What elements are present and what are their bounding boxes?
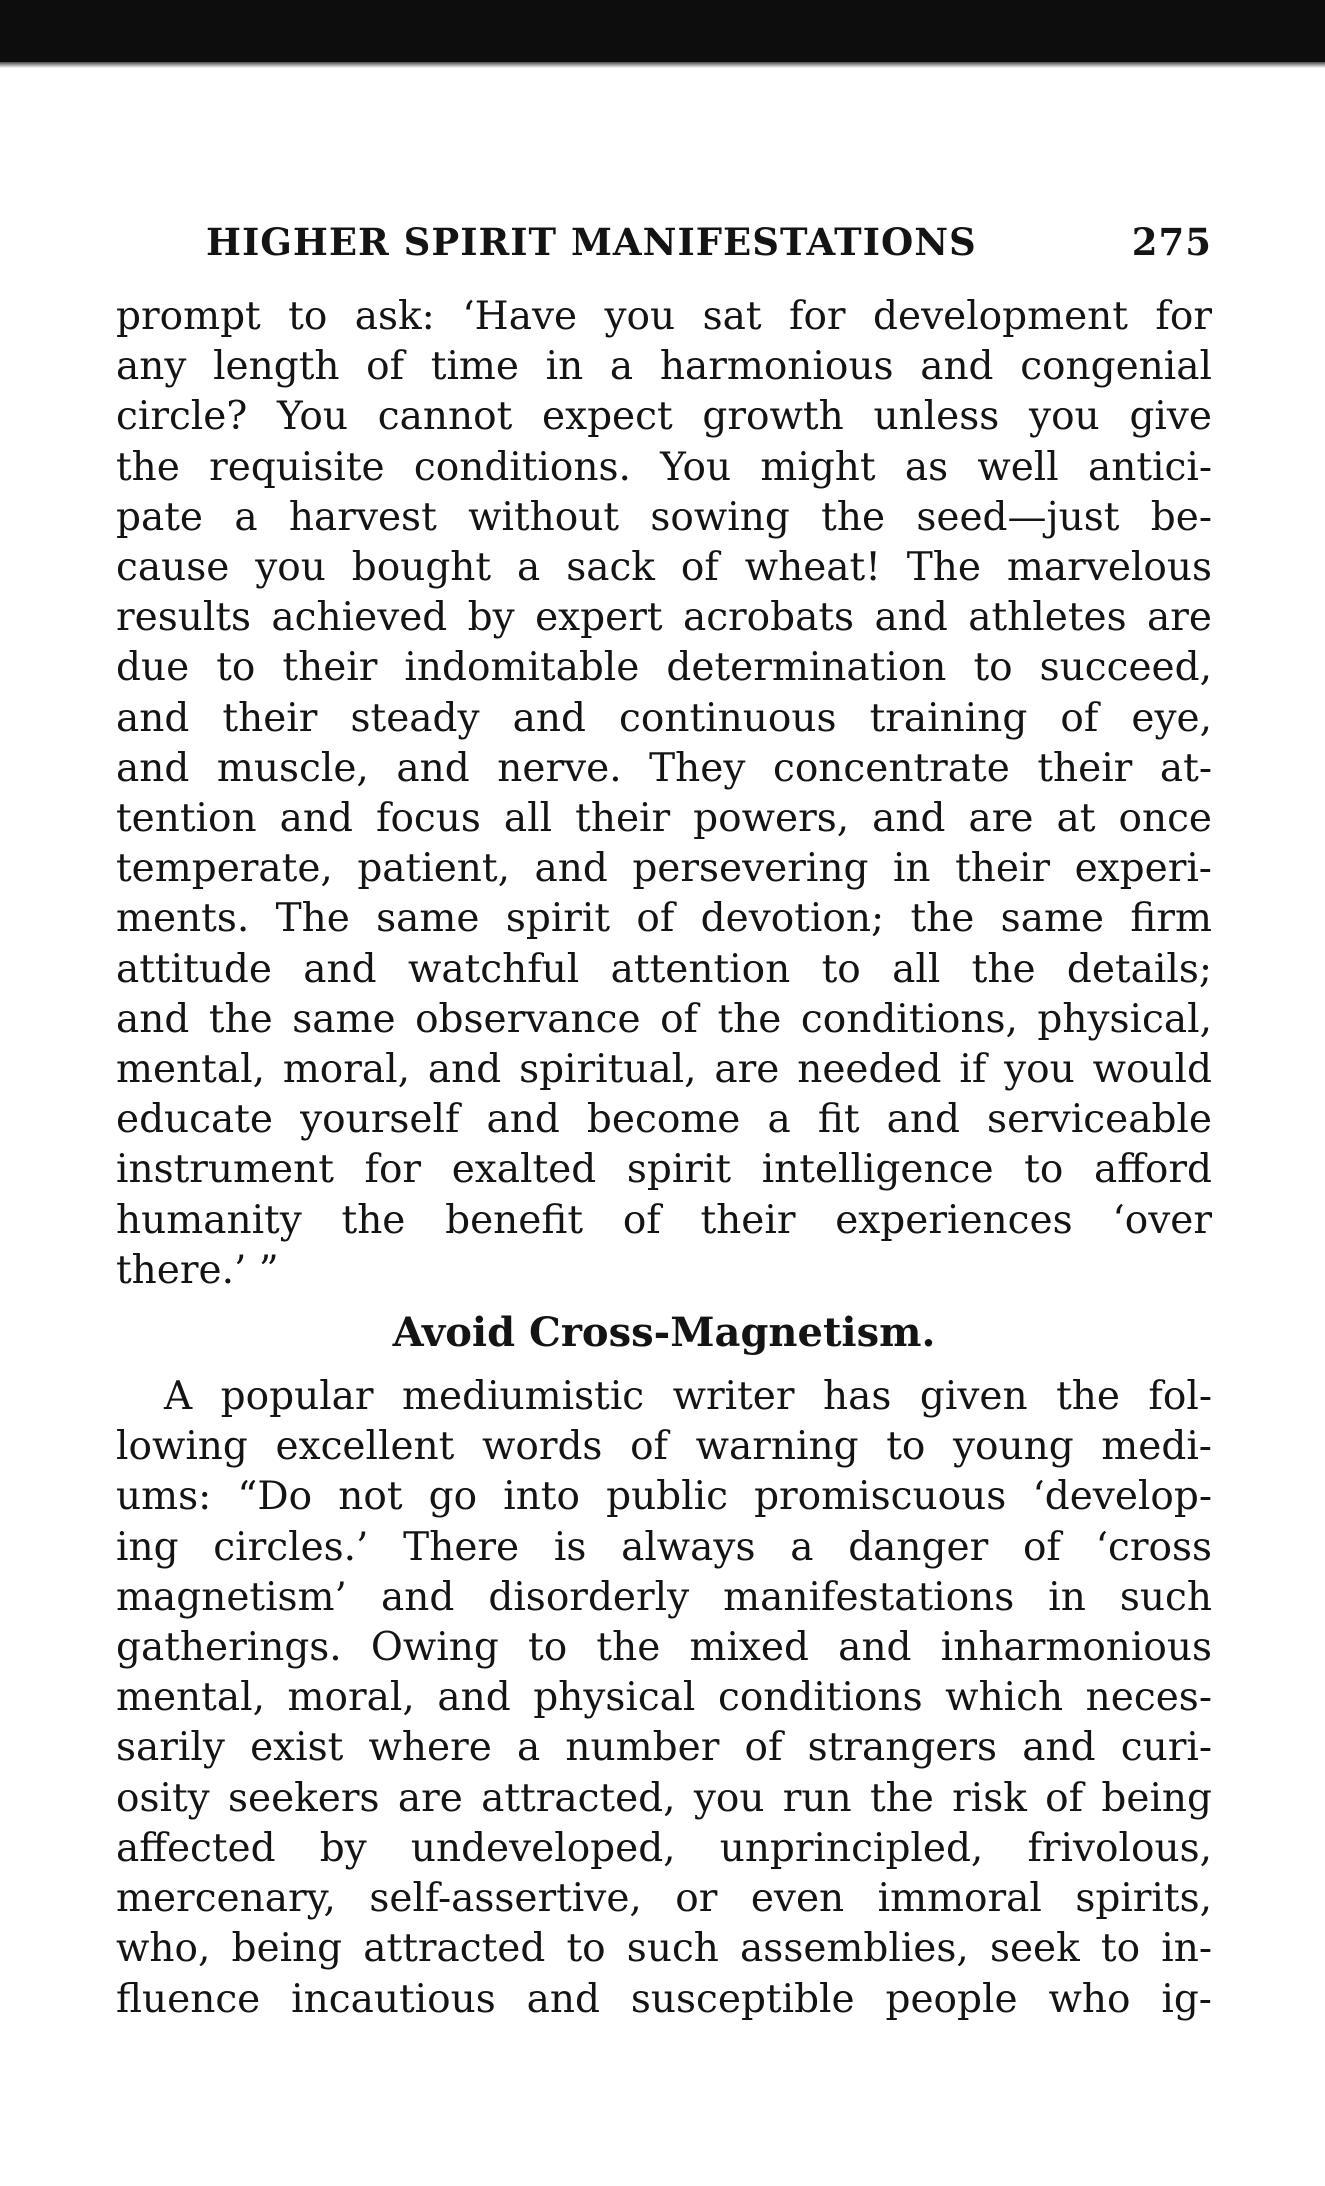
- section-heading: Avoid Cross-Magnetism.: [392, 1309, 936, 1357]
- text-line: mental, moral, and physical conditions which neces-: [116, 1675, 1212, 1721]
- paragraph-1: [116, 292, 1212, 1296]
- text-line: tention and focus all their powers, and are at once: [116, 796, 1212, 842]
- text-line: affected by undeveloped, unprincipled, frivolous,: [116, 1825, 1212, 1871]
- text-line: osity seekers are attracted, you run the risk of being: [116, 1775, 1212, 1821]
- text-line: and their steady and continuous training of eye,: [116, 695, 1212, 741]
- text-line: pate a harvest without sowing the seed—just be-: [116, 494, 1212, 540]
- text-line: cause you bought a sack of wheat! The marvelous: [116, 545, 1212, 591]
- text-line: attitude and watchful attention to all the details;: [116, 946, 1212, 992]
- text-line: and the same observance of the conditions, physical,: [116, 996, 1212, 1042]
- running-head-title: HIGHER SPIRIT MANIFESTATIONS: [206, 220, 977, 264]
- running-head: [116, 220, 1212, 284]
- text-line: humanity the benefit of their experiences ‘over: [116, 1197, 1212, 1243]
- text-line: due to their indomitable determination to succeed,: [116, 645, 1212, 691]
- scan-edge-bar: [0, 0, 1325, 62]
- book-page: [116, 220, 1212, 2025]
- text-line: mercenary, self-assertive, or even immoral spirits,: [116, 1876, 1212, 1922]
- text-line: gatherings. Owing to the mixed and inharmonious: [116, 1625, 1212, 1671]
- text-line: lowing excellent words of warning to young medi-: [116, 1424, 1212, 1470]
- paragraph-2: [116, 1372, 1212, 2025]
- text-line: results achieved by expert acrobats and athletes are: [116, 595, 1212, 641]
- text-line: ments. The same spirit of devotion; the same firm: [116, 896, 1212, 942]
- text-line: mental, moral, and spiritual, are needed if you would: [116, 1047, 1212, 1093]
- text-line: fluence incautious and susceptible people who ig-: [116, 1976, 1212, 2022]
- text-line: and muscle, and nerve. They concentrate their at-: [116, 745, 1212, 791]
- text-line: sarily exist where a number of strangers and curi-: [116, 1725, 1212, 1771]
- text-line: A popular mediumistic writer has given the fol-: [164, 1374, 1212, 1420]
- text-line: who, being attracted to such assemblies, seek to in-: [116, 1926, 1212, 1972]
- text-line: educate yourself and become a fit and serviceable: [116, 1097, 1212, 1143]
- text-line: magnetism’ and disorderly manifestations in such: [116, 1574, 1212, 1620]
- page-number: 275: [1131, 220, 1212, 264]
- text-line: the requisite conditions. You might as well antici-: [116, 444, 1212, 490]
- text-line: ums: “Do not go into public promiscuous ‘develop-: [116, 1474, 1212, 1520]
- text-line: ing circles.’ There is always a danger of ‘cross: [116, 1524, 1212, 1570]
- text-line: circle? You cannot expect growth unless you give: [116, 394, 1212, 440]
- text-line: prompt to ask: ‘Have you sat for development for: [116, 294, 1212, 339]
- text-line: temperate, patient, and persevering in their experi-: [116, 846, 1212, 892]
- text-line: instrument for exalted spirit intelligence to afford: [116, 1147, 1212, 1193]
- text-line: any length of time in a harmonious and congenial: [116, 344, 1212, 390]
- text-line: there.’ ”: [116, 1247, 279, 1293]
